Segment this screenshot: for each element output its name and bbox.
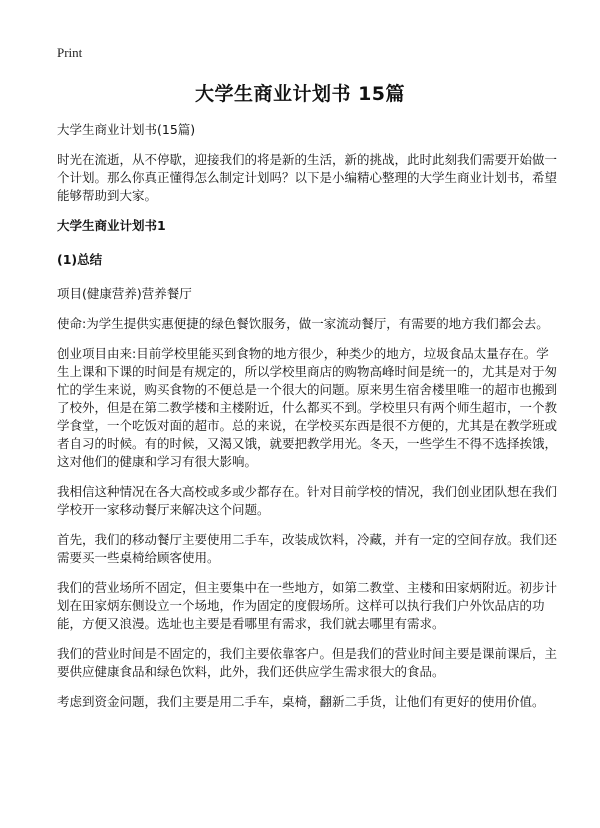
document-title: 大学生商业计划书 15篇: [194, 83, 406, 105]
paragraph-hours: 我们的营业时间是不固定的，我们主要依靠客户。但是我们的营业时间主要是课前课后，主要供应健康食品和绿色饮料，此外，我们还供应学生需求很大的食品。: [57, 646, 558, 679]
paragraph-origin: 创业项目由来:目前学校里能买到食物的地方很少，种类少的地方，垃圾食品太量存在。学生上课和下课的时间是有规定的，所以学校里商店的购物高峰时间是统一的，尤其是对于匆忙的学生来说，购买食物的不便总是一个很大的问题。原来男生宿舍楼里唯一的超市也搬到了校外，但是在第二教学楼和主楼附近，什么都买不到。学校里只有两个师生超市，一个教学食堂，一个吃饭对面的超市。总的来说，在学校买东西是很不方便的，尤其是在教学班或者自习的时候。有的时候，又渴又饿，就要把教学用光。冬天，一些学生不得不选择挨饿，这对他们的健康和学习有很大影响。: [57, 346, 558, 469]
print-link[interactable]: Print: [57, 45, 83, 60]
document-subtitle: 大学生商业计划书(15篇): [57, 122, 196, 137]
paragraph-mission: 使命:为学生提供实惠便捷的绿色餐饮服务，做一家流动餐厅，有需要的地方我们都会去。: [57, 316, 549, 331]
subsection-heading: (1)总结: [57, 252, 103, 267]
paragraph-location: 我们的营业场所不固定，但主要集中在一些地方，如第二教堂、主楼和田家炳附近。初步计划在田家炳东侧设立一个场地，作为固定的度假场所。这样可以执行我们户外饮品店的功能，方便又浪漫。选址也主要是看哪里有需求，我们就去哪里有需求。: [57, 580, 558, 631]
paragraph-belief: 我相信这种情况在各大高校或多或少都存在。针对目前学校的情况，我们创业团队想在我们学校开一家移动餐厅来解决这个问题。: [57, 484, 558, 517]
section-heading: 大学生商业计划书1: [57, 218, 166, 233]
intro-paragraph: 时光在流逝，从不停歇，迎接我们的将是新的生活，新的挑战，此时此刻我们需要开始做一个计划。那么你真正懂得怎么制定计划吗？以下是小编精心整理的大学生商业计划书，希望能够帮助到大家。: [57, 152, 558, 203]
paragraph-funding: 考虑到资金问题，我们主要是用二手车，桌椅，翻新二手货，让他们有更好的使用价值。: [57, 694, 545, 709]
document-body: [57, 121, 557, 723]
paragraph-project: 项目(健康营养)营养餐厅: [57, 286, 192, 301]
paragraph-vehicle: 首先，我们的移动餐厅主要使用二手车，改装成饮料，冷藏，并有一定的空间存放。我们还需要买一些桌椅给顾客使用。: [57, 532, 558, 565]
